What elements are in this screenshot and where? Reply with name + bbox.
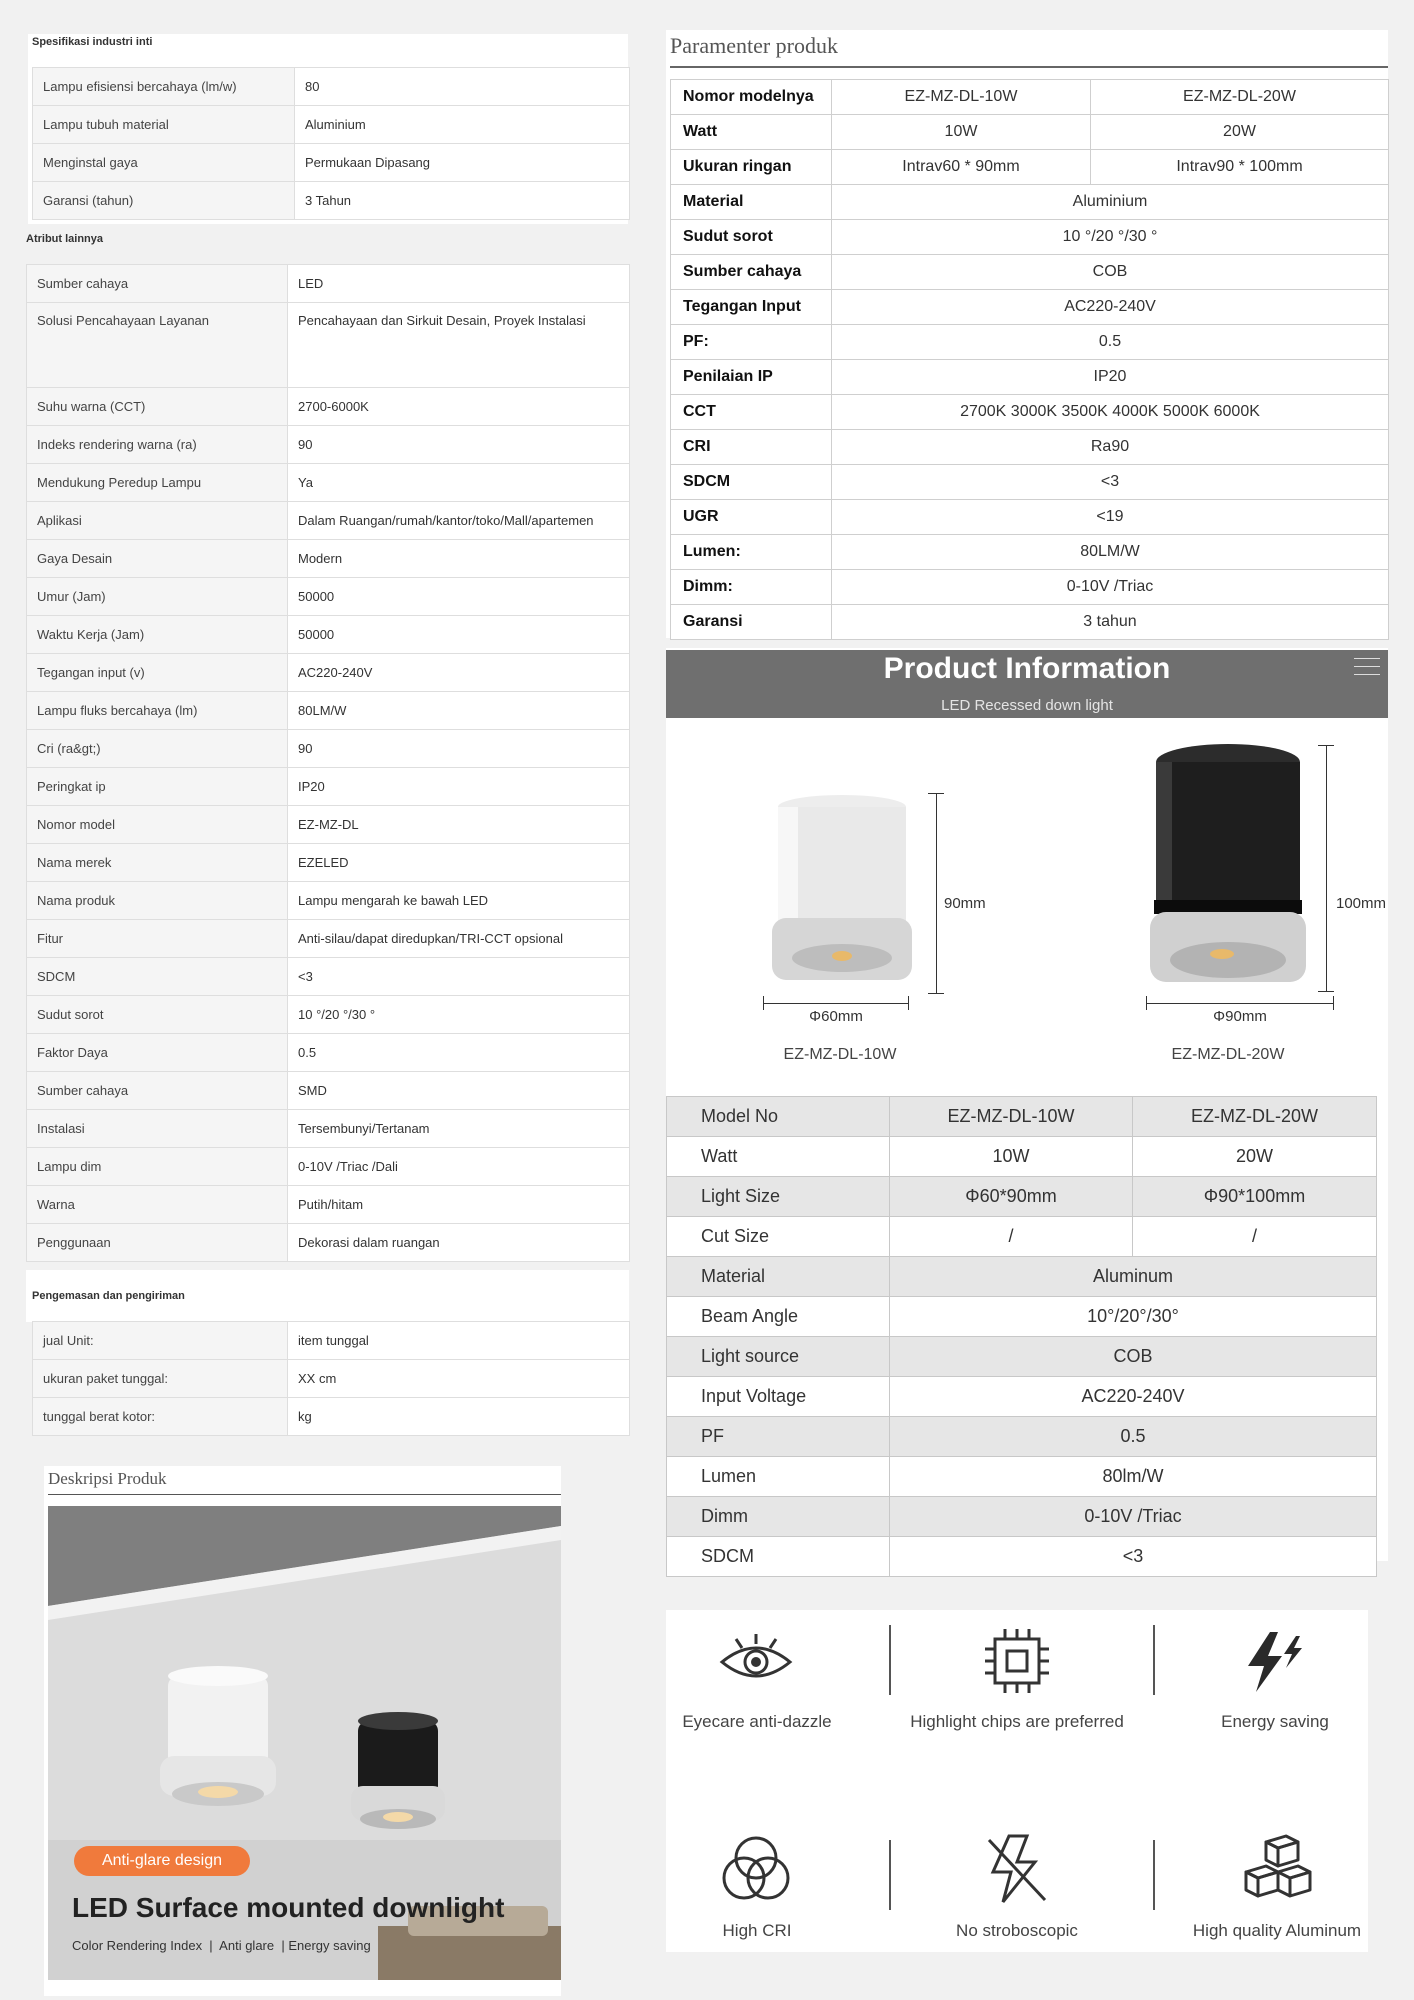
row-value: 80lm/W [890, 1457, 1377, 1497]
spec-value: Permukaan Dipasang [295, 144, 630, 182]
row-value: AC220-240V [890, 1377, 1377, 1417]
row-value-b: / [1133, 1217, 1377, 1257]
spec-value: 2700-6000K [288, 388, 630, 426]
spec-value: 90 [288, 426, 630, 464]
row-value: 0.5 [890, 1417, 1377, 1457]
spec-value: SMD [288, 1072, 630, 1110]
spec-value: Ya [288, 464, 630, 502]
row-label: Ukuran ringan [671, 150, 832, 185]
no-flicker-icon [981, 1832, 1053, 1908]
product-info-table [666, 1096, 1377, 1577]
spec-key: Waktu Kerja (Jam) [27, 616, 288, 654]
row-value: 2700K 3000K 3500K 4000K 5000K 6000K [832, 395, 1389, 430]
table-row [671, 465, 1389, 500]
parameters-table [670, 79, 1389, 640]
spec-key: SDCM [27, 958, 288, 996]
other-attrs-title: Atribut lainnya [26, 233, 104, 245]
spec-key: Fitur [27, 920, 288, 958]
eye-icon [718, 1632, 794, 1692]
table-row [671, 570, 1389, 605]
spec-row [27, 426, 630, 464]
spec-value: EZ-MZ-DL [288, 806, 630, 844]
spec-value: Anti-silau/dapat diredupkan/TRI-CCT opsional [288, 920, 630, 958]
spec-value: AC220-240V [288, 654, 630, 692]
spec-key: Faktor Daya [27, 1034, 288, 1072]
row-label: SDCM [667, 1537, 890, 1577]
row-value-b: 20W [1091, 115, 1389, 150]
spec-key: Mendukung Peredup Lampu [27, 464, 288, 502]
table-row [671, 395, 1389, 430]
feature-label-energy: Energy saving [1221, 1712, 1329, 1731]
spec-key: Penggunaan [27, 1224, 288, 1262]
row-label: Nomor modelnya [671, 80, 832, 115]
table-row [667, 1377, 1377, 1417]
small-lamp-drawing [760, 790, 920, 1000]
spec-row [33, 182, 630, 220]
core-specs-title: Spesifikasi industri inti [32, 36, 153, 48]
small-lamp-diameter: Φ60mm [809, 1008, 863, 1025]
spec-value: Aluminium [295, 106, 630, 144]
row-label: Light source [667, 1337, 890, 1377]
menu-icon[interactable] [1354, 658, 1380, 675]
table-row [671, 185, 1389, 220]
table-row [667, 1297, 1377, 1337]
packaging-title: Pengemasan dan pengiriman [32, 1290, 185, 1302]
spec-row [33, 144, 630, 182]
row-label: Tegangan Input [671, 290, 832, 325]
spec-value: LED [288, 265, 630, 303]
row-value: AC220-240V [832, 290, 1389, 325]
spec-value: 80 [295, 68, 630, 106]
spec-row [27, 730, 630, 768]
spec-value: Dekorasi dalam ruangan [288, 1224, 630, 1262]
row-label: SDCM [671, 465, 832, 500]
spec-key: Menginstal gaya [33, 144, 295, 182]
row-label: Material [667, 1257, 890, 1297]
spec-row [33, 68, 630, 106]
table-row [667, 1497, 1377, 1537]
table-row [667, 1097, 1377, 1137]
row-value-a: / [890, 1217, 1133, 1257]
spec-value: Putih/hitam [288, 1186, 630, 1224]
large-lamp-drawing [1138, 740, 1318, 1000]
spec-key: Gaya Desain [27, 540, 288, 578]
row-label: UGR [671, 500, 832, 535]
product-info-title: Product Information [883, 652, 1171, 685]
row-label: Watt [667, 1137, 890, 1177]
spec-row [27, 1110, 630, 1148]
description-title: Deskripsi Produk [48, 1469, 167, 1488]
row-value: 80LM/W [832, 535, 1389, 570]
row-value: <3 [832, 465, 1389, 500]
white-downlight-image [160, 1666, 276, 1806]
table-row [671, 220, 1389, 255]
row-value: 10°/20°/30° [890, 1297, 1377, 1337]
row-value: COB [832, 255, 1389, 290]
spec-key: Nama produk [27, 882, 288, 920]
row-label: Garansi [671, 605, 832, 640]
row-label: Input Voltage [667, 1377, 890, 1417]
table-row [667, 1137, 1377, 1177]
spec-value: 90 [288, 730, 630, 768]
row-value: 0-10V /Triac [832, 570, 1389, 605]
spec-key: Lampu fluks bercahaya (lm) [27, 692, 288, 730]
spec-row [27, 958, 630, 996]
spec-key: Instalasi [27, 1110, 288, 1148]
spec-value: EZELED [288, 844, 630, 882]
table-row [667, 1257, 1377, 1297]
spec-row [27, 1072, 630, 1110]
table-row [667, 1217, 1377, 1257]
parameters-title: Paramenter produk [670, 33, 838, 58]
description-headline: LED Surface mounted downlight [72, 1892, 505, 1923]
spec-key: Umur (Jam) [27, 578, 288, 616]
aluminum-blocks-icon [1240, 1832, 1316, 1902]
spec-row [27, 464, 630, 502]
row-label: Sumber cahaya [671, 255, 832, 290]
large-lamp-model: EZ-MZ-DL-20W [1171, 1046, 1285, 1063]
spec-key: Indeks rendering warna (ra) [27, 426, 288, 464]
row-value: Aluminum [890, 1257, 1377, 1297]
spec-key: Cri (ra&gt;) [27, 730, 288, 768]
spec-row [27, 844, 630, 882]
spec-key: Garansi (tahun) [33, 182, 295, 220]
spec-value: item tunggal [288, 1322, 630, 1360]
table-row [667, 1457, 1377, 1497]
row-label: Lumen [667, 1457, 890, 1497]
spec-key: Nomor model [27, 806, 288, 844]
feature-label-eyecare: Eyecare anti-dazzle [682, 1712, 832, 1731]
spec-row [27, 540, 630, 578]
row-label: Dimm: [671, 570, 832, 605]
spec-key: Aplikasi [27, 502, 288, 540]
row-label: Lumen: [671, 535, 832, 570]
row-value: 0.5 [832, 325, 1389, 360]
feature-label-chips: Highlight chips are preferred [910, 1712, 1124, 1731]
row-value-a: EZ-MZ-DL-10W [890, 1097, 1133, 1137]
spec-row [27, 616, 630, 654]
spec-value: Dalam Ruangan/rumah/kantor/toko/Mall/apartemen [288, 502, 630, 540]
spec-key: Sudut sorot [27, 996, 288, 1034]
row-value-b: Φ90*100mm [1133, 1177, 1377, 1217]
spec-value: Modern [288, 540, 630, 578]
spec-row [27, 1224, 630, 1262]
core-specs-table [32, 67, 630, 220]
color-circles-icon [718, 1832, 794, 1908]
spec-key: Sumber cahaya [27, 1072, 288, 1110]
chip-icon [981, 1625, 1053, 1697]
row-value-b: Intrav90 * 100mm [1091, 150, 1389, 185]
row-label: CCT [671, 395, 832, 430]
spec-value: Lampu mengarah ke bawah LED [288, 882, 630, 920]
spec-row [27, 1148, 630, 1186]
row-value-a: 10W [832, 115, 1091, 150]
row-value-a: Intrav60 * 90mm [832, 150, 1091, 185]
row-label: Penilaian IP [671, 360, 832, 395]
spec-key: Peringkat ip [27, 768, 288, 806]
row-value: COB [890, 1337, 1377, 1377]
row-value: Aluminium [832, 185, 1389, 220]
spec-value: IP20 [288, 768, 630, 806]
row-value: <3 [890, 1537, 1377, 1577]
spec-row [27, 996, 630, 1034]
row-value: IP20 [832, 360, 1389, 395]
spec-value: kg [288, 1398, 630, 1436]
spec-key: tunggal berat kotor: [33, 1398, 288, 1436]
table-row [671, 150, 1389, 185]
spec-row [27, 1034, 630, 1072]
spec-value: 50000 [288, 616, 630, 654]
table-row [671, 80, 1389, 115]
parameters-divider [670, 66, 1388, 68]
black-downlight-image [351, 1712, 445, 1829]
table-row [671, 255, 1389, 290]
spec-row [27, 806, 630, 844]
table-row [671, 290, 1389, 325]
other-attrs-table [26, 264, 630, 1262]
row-label: Cut Size [667, 1217, 890, 1257]
table-row [671, 535, 1389, 570]
row-label: Model No [667, 1097, 890, 1137]
small-lamp-model: EZ-MZ-DL-10W [783, 1046, 897, 1063]
spec-row [33, 1398, 630, 1436]
small-lamp-height: 90mm [944, 895, 986, 912]
spec-key: Nama merek [27, 844, 288, 882]
table-row [671, 605, 1389, 640]
table-row [667, 1537, 1377, 1577]
spec-row [27, 692, 630, 730]
spec-row [27, 654, 630, 692]
row-value: 10 °/20 °/30 ° [832, 220, 1389, 255]
spec-value: 0-10V /Triac /Dali [288, 1148, 630, 1186]
feature-label-aluminum: High quality Aluminum [1192, 1921, 1362, 1940]
spec-key: Lampu efisiensi bercahaya (lm/w) [33, 68, 295, 106]
spec-row [33, 1322, 630, 1360]
spec-value: <3 [288, 958, 630, 996]
spec-key: Lampu tubuh material [33, 106, 295, 144]
spec-key: Solusi Pencahayaan Layanan [27, 303, 288, 388]
spec-row [27, 578, 630, 616]
row-value: 3 tahun [832, 605, 1389, 640]
spec-row [33, 1360, 630, 1398]
row-value-b: 20W [1133, 1137, 1377, 1177]
description-features-line: Color Rendering Index | Anti glare | Energy saving [72, 1938, 371, 1953]
row-value-a: EZ-MZ-DL-10W [832, 80, 1091, 115]
lightning-icon [1240, 1628, 1312, 1696]
spec-row [27, 1186, 630, 1224]
spec-row [27, 920, 630, 958]
spec-value: XX cm [288, 1360, 630, 1398]
large-lamp-diameter: Φ90mm [1213, 1008, 1267, 1025]
table-row [671, 325, 1389, 360]
packaging-table [32, 1321, 630, 1436]
feature-label-cri: High CRI [722, 1921, 792, 1940]
row-label: Material [671, 185, 832, 220]
spec-value: Pencahayaan dan Sirkuit Desain, Proyek Instalasi [288, 303, 630, 388]
spec-value: 3 Tahun [295, 182, 630, 220]
spec-value: 10 °/20 °/30 ° [288, 996, 630, 1034]
spec-key: jual Unit: [33, 1322, 288, 1360]
row-label: Beam Angle [667, 1297, 890, 1337]
row-value: <19 [832, 500, 1389, 535]
table-row [667, 1177, 1377, 1217]
row-label: PF: [671, 325, 832, 360]
spec-key: ukuran paket tunggal: [33, 1360, 288, 1398]
table-row [667, 1337, 1377, 1377]
row-value-b: EZ-MZ-DL-20W [1091, 80, 1389, 115]
product-info-subtitle: LED Recessed down light [941, 697, 1113, 714]
row-label: Sudut sorot [671, 220, 832, 255]
spec-row [27, 303, 630, 388]
feature-label-stroboscopic: No stroboscopic [956, 1921, 1078, 1940]
spec-key: Warna [27, 1186, 288, 1224]
spec-key: Suhu warna (CCT) [27, 388, 288, 426]
row-label: Dimm [667, 1497, 890, 1537]
row-label: Light Size [667, 1177, 890, 1217]
spec-value: 80LM/W [288, 692, 630, 730]
table-row [671, 115, 1389, 150]
spec-row [27, 265, 630, 303]
feature-separator [889, 1840, 891, 1910]
row-value-a: Φ60*90mm [890, 1177, 1133, 1217]
anti-glare-badge: Anti-glare design [74, 1846, 250, 1876]
spec-key: Sumber cahaya [27, 265, 288, 303]
spec-value: 0.5 [288, 1034, 630, 1072]
row-label: Watt [671, 115, 832, 150]
description-divider [48, 1494, 561, 1495]
feature-separator [1153, 1840, 1155, 1910]
table-row [667, 1417, 1377, 1457]
spec-key: Lampu dim [27, 1148, 288, 1186]
spec-row [27, 388, 630, 426]
row-value-a: 10W [890, 1137, 1133, 1177]
feature-separator [1153, 1625, 1155, 1695]
row-value: Ra90 [832, 430, 1389, 465]
spec-row [27, 502, 630, 540]
row-label: PF [667, 1417, 890, 1457]
spec-row [27, 882, 630, 920]
table-row [671, 430, 1389, 465]
table-row [671, 500, 1389, 535]
spec-row [33, 106, 630, 144]
spec-row [27, 768, 630, 806]
spec-value: 50000 [288, 578, 630, 616]
row-label: CRI [671, 430, 832, 465]
row-value-b: EZ-MZ-DL-20W [1133, 1097, 1377, 1137]
table-row [671, 360, 1389, 395]
spec-key: Tegangan input (v) [27, 654, 288, 692]
feature-separator [889, 1625, 891, 1695]
row-value: 0-10V /Triac [890, 1497, 1377, 1537]
spec-value: Tersembunyi/Tertanam [288, 1110, 630, 1148]
large-lamp-height: 100mm [1336, 895, 1387, 912]
